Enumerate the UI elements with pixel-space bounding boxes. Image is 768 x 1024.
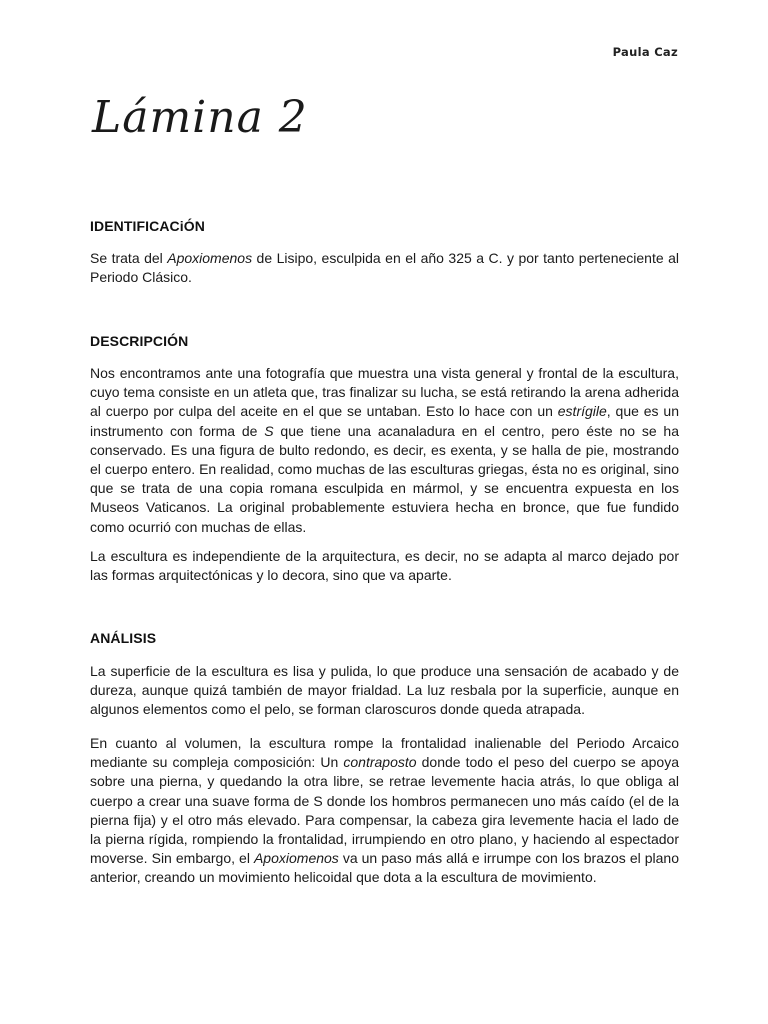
analisis-heading: ANÁLISIS xyxy=(90,630,157,646)
analisis-paragraph-2 xyxy=(90,734,679,888)
italic-term: Apoxiomenos xyxy=(167,250,253,266)
text-run: de Lisipo, esculpida en el año 325 a C. y por tanto perteneciente al Periodo Clásico. xyxy=(90,250,679,286)
identificacion-paragraph xyxy=(90,249,679,287)
italic-term: estrígile xyxy=(557,403,607,420)
text-run: donde todo el peso del cuerpo se apoya sobre una pierna, y quedando la otra libre, se retrae levemente hacia atrás, lo que obliga al cuerpo a crear una suave forma de S donde los hombros permanecen uno más caído (el de la pierna fija) y el otro más elevado. Para compensar, la cabeza gira levemente hacia el lado de la pierna rígida, rompiendo la frontalidad, irrumpiendo en otro plano, y haciendo al espectador moverse. Sin embargo, el xyxy=(90,754,679,867)
italic-term: contraposto xyxy=(343,754,417,771)
descripcion-paragraph-1 xyxy=(90,364,679,537)
italic-term: S xyxy=(264,422,274,439)
text-run: va un paso más allá e irrumpe con los brazos el plano anterior, creando un movimiento helicoidal que dota a la escultura de movimiento. xyxy=(90,850,679,886)
descripcion-heading: DESCRIPCIÓN xyxy=(90,333,189,349)
text-run: , que es un instrumento con forma de xyxy=(90,403,679,439)
italic-term: Apoxiomenos xyxy=(253,850,339,867)
text-run: En cuanto al volumen, la escultura rompe la frontalidad inalienable del Periodo Arcaico mediante su compleja composición: Un xyxy=(90,735,679,771)
author-name: Paula Caz xyxy=(612,45,678,59)
text-run: Nos encontramos ante una fotografía que muestra una vista general y frontal de la escultura, cuyo tema consiste en un atleta que, tras finalizar su lucha, se está retirando la arena adherida al cuerpo por culpa del aceite en el que se untaban. Esto lo hace con un xyxy=(90,365,679,420)
analisis-paragraph-1: La superficie de la escultura es lisa y pulida, lo que produce una sensación de acabado y de dureza, aunque quizá también de mayor frialdad. La luz resbala por la superficie, aunque en algunos elementos como el pelo, se forman claroscuros donde queda atrapada. xyxy=(90,663,679,718)
descripcion-paragraph-2: La escultura es independiente de la arquitectura, es decir, no se adapta al marco dejado por las formas arquitectónicas y lo decora, sino que va aparte. xyxy=(90,548,679,584)
text-run: Se trata del xyxy=(90,250,168,266)
page-title: Lámina 2 xyxy=(92,92,308,143)
text-run: que tiene una acanaladura en el centro, pero éste no se ha conservado. Es una figura de bulto redondo, es decir, es exenta, y se halla de pie, mostrando el cuerpo entero. En realidad, como muchas de las esculturas griegas, ésta no es original, sino que se trata de una copia romana esculpida en mármol, y se encuentra expuesta en los Museos Vaticanos. La original probablemente estuviera hecha en bronce, que fue fundido como ocurrió con muchas de ellas. xyxy=(90,422,679,535)
identificacion-heading: IDENTIFICACiÓN xyxy=(90,218,205,234)
